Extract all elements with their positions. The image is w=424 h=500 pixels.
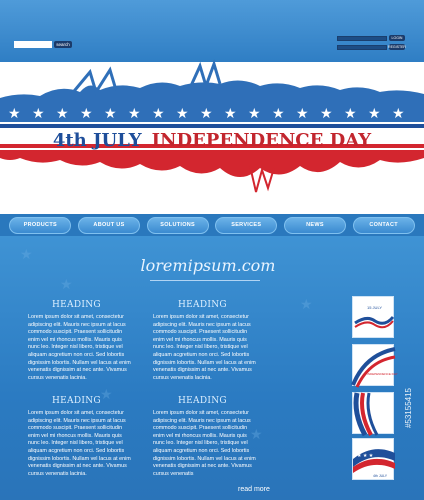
thumbnail-image[interactable] xyxy=(352,438,394,480)
banner-date: 4th JULY xyxy=(52,130,142,151)
column-text: Lorem ipsum dolor sit amet, consectetur adipiscing elit. Mauris nec ipsum at lacus commodo suscipit. Praesent sollicitudin enim vel mi rhoncus mollis. Mauris quis nunc leo. Integer nisl libero, tristique vel aliquam acgretium non orci. Sed lobortis dignissim lobortis. Nullam vel lacus at enim venenatis dignissim at nec ante. Vivamus cursus venenatis lacinia. xyxy=(28,314,131,381)
main-nav xyxy=(0,214,424,236)
star-decoration: ★ xyxy=(300,296,313,312)
star-decoration: ★ xyxy=(100,386,113,402)
register-button[interactable]: REGISTER xyxy=(388,45,406,49)
svg-text:★: ★ xyxy=(128,105,141,121)
site-logo[interactable]: loremipsum.com xyxy=(140,256,276,275)
banner-heading: INDEPENDENCE DAY xyxy=(151,130,372,151)
nav-about-us[interactable]: ABOUT US xyxy=(78,217,140,234)
svg-text:★: ★ xyxy=(248,105,261,121)
svg-text:★: ★ xyxy=(152,105,165,121)
banner-title xyxy=(0,130,424,151)
svg-text:★: ★ xyxy=(368,105,381,121)
nav-news[interactable]: NEWS xyxy=(284,217,346,234)
svg-text:★: ★ xyxy=(104,105,117,121)
thumb-caption: 4th JULY xyxy=(373,474,388,478)
svg-text:★: ★ xyxy=(80,105,93,121)
thumbnail-image[interactable] xyxy=(352,392,394,434)
logo-underline xyxy=(150,280,260,281)
stock-watermark: #53155415 xyxy=(404,388,413,429)
svg-text:★: ★ xyxy=(56,105,69,121)
top-bar xyxy=(0,0,424,62)
svg-text:★: ★ xyxy=(200,105,213,121)
svg-text:★: ★ xyxy=(32,105,45,121)
password-field[interactable] xyxy=(337,45,387,50)
thumbnail-image[interactable] xyxy=(352,296,394,338)
login-button[interactable]: LOGIN xyxy=(389,35,405,41)
content-area xyxy=(0,236,424,500)
svg-text:★: ★ xyxy=(296,105,309,121)
column-text: Lorem ipsum dolor sit amet, consectetur adipiscing elit. Mauris nec ipsum at lacus commodo suscipit. Praesent sollicitudin enim vel mi rhoncus mollis. Mauris quis nunc leo. Integer nisl libero, tristique vel aliquam acgretium non orci. Sed lobortis dignissim lobortis. Nullam vel lacus at enim venenatis dignissim at nec ante. Vivamus cursus venenatis xyxy=(153,410,256,477)
thumb-caption: 15 JULY xyxy=(367,305,383,310)
star-decoration: ★ xyxy=(20,246,33,262)
column-text: Lorem ipsum dolor sit amet, consectetur adipiscing elit. Mauris nec ipsum at lacus commodo suscipit. Praesent sollicitudin enim vel mi rhoncus mollis. Mauris quis nunc leo. Integer nisl libero, tristique vel aliquam acgretium non orci. Sed lobortis dignissim lobortis. Nullam vel lacus at enim venenatis dignissim at nec ante. Vivamus cursus venenatis lacinia. xyxy=(153,314,256,381)
thumbnail-image[interactable] xyxy=(352,344,398,386)
hero-banner xyxy=(0,62,424,214)
read-more-link[interactable]: read more xyxy=(238,486,270,493)
username-field[interactable] xyxy=(337,36,387,41)
star-decoration: ★ xyxy=(250,426,263,442)
column-heading: HEADING xyxy=(178,396,227,406)
svg-text:★: ★ xyxy=(392,105,405,121)
column-heading: HEADING xyxy=(52,300,101,310)
svg-text:★ ★ ★: ★ ★ ★ xyxy=(357,453,374,459)
nav-solutions[interactable]: SOLUTIONS xyxy=(147,217,209,234)
column-heading: HEADING xyxy=(178,300,227,310)
search-input[interactable] xyxy=(14,41,52,48)
search-button[interactable]: search xyxy=(54,41,72,48)
nav-services[interactable]: SERVICES xyxy=(215,217,277,234)
svg-text:★: ★ xyxy=(8,105,21,121)
column-text: Lorem ipsum dolor sit amet, consectetur adipiscing elit. Mauris nec ipsum at lacus commodo suscipit. Praesent sollicitudin enim vel mi rhoncus mollis. Mauris quis nunc leo. Integer nisl libero, tristique vel aliquam acgretium non orci. Sed lobortis dignissim lobortis. Nullam vel lacus at enim venenatis dignissim at nec ante. Vivamus cursus venenatis lacinia. xyxy=(28,410,131,477)
star-decoration: ★ xyxy=(60,276,73,292)
svg-text:★: ★ xyxy=(320,105,333,121)
svg-text:★: ★ xyxy=(344,105,357,121)
nav-products[interactable]: PRODUCTS xyxy=(9,217,71,234)
svg-text:★: ★ xyxy=(272,105,285,121)
svg-text:★: ★ xyxy=(224,105,237,121)
svg-text:★: ★ xyxy=(176,105,189,121)
thumb-caption: INDEPENDENCE DAY xyxy=(367,372,398,376)
nav-contact[interactable]: CONTACT xyxy=(353,217,415,234)
column-heading: HEADING xyxy=(52,396,101,406)
